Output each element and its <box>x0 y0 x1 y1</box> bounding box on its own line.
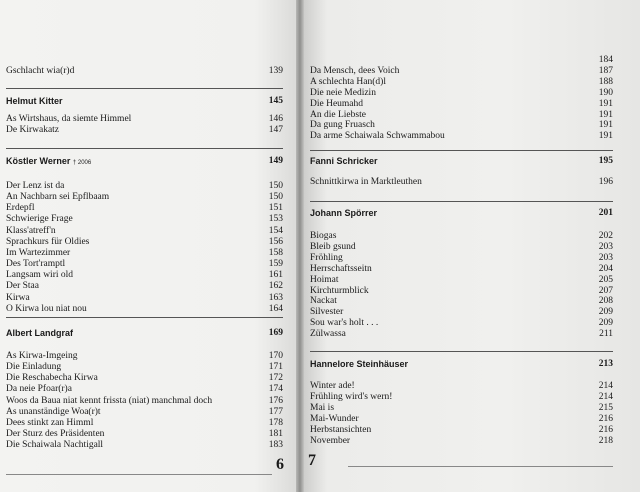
entry-title: Woos da Baua niat kennt frissta (niat) manchmal doch <box>6 395 213 406</box>
entry-title: Herbstansichten <box>310 424 372 435</box>
toc-entry <box>6 384 283 395</box>
entry-page-number: 191 <box>598 120 613 131</box>
author-page-number: 213 <box>598 359 613 369</box>
entry-title: Dees stinkt zan Himml <box>6 417 94 428</box>
entry-title: Fröhling <box>310 252 343 263</box>
entry-title: Da gung Fruasch <box>310 120 375 131</box>
entry-title: Sou war's holt . . . <box>310 318 379 329</box>
author-name: Helmut Kitter <box>6 96 63 106</box>
entry-title: November <box>310 435 351 446</box>
entry-page-number: 203 <box>598 241 613 252</box>
left-page <box>0 0 300 492</box>
entry-page-number: 153 <box>268 214 283 225</box>
toc-entry <box>310 110 613 121</box>
author-heading <box>310 208 613 220</box>
author-page-number: 149 <box>268 156 283 166</box>
toc-entry <box>6 440 283 451</box>
toc-entry <box>6 259 283 270</box>
entry-title: Im Wartezimmer <box>6 247 71 258</box>
toc-entry <box>6 418 283 429</box>
section-rule <box>310 150 613 151</box>
toc-entry <box>6 270 283 281</box>
entry-page-number: 191 <box>598 109 613 120</box>
toc-entry <box>310 131 613 142</box>
entry-page-number: 214 <box>598 381 613 391</box>
footer-rule <box>6 474 272 475</box>
toc-entry <box>6 429 283 440</box>
toc-entry <box>6 237 283 248</box>
entry-page-number: 205 <box>598 274 613 285</box>
entry-page-number: 216 <box>598 424 613 435</box>
right-page <box>300 0 640 492</box>
entry-page-number: 191 <box>598 98 613 109</box>
entry-page-number: 161 <box>268 270 283 281</box>
author-note: † 2006 <box>72 160 92 166</box>
toc-entry <box>310 286 613 297</box>
entry-title: Da arme Schaiwala Schwammabou <box>310 131 445 142</box>
entry-page-number: 151 <box>268 203 283 214</box>
entry-title: Frühling wird's wern! <box>310 391 393 402</box>
entry-title: Biogas <box>310 231 337 241</box>
author-page-number: 195 <box>598 156 613 166</box>
toc-entry <box>6 351 283 362</box>
entry-page-number: 187 <box>598 65 613 76</box>
entry-page-number: 181 <box>268 429 283 440</box>
entry-title: Nackat <box>310 296 337 307</box>
entry-title: Die Schaiwala Nachtigall <box>6 440 104 451</box>
toc-entry <box>6 407 283 418</box>
toc-entry <box>310 296 613 307</box>
entry-title: As Wirtshaus, da siemte Himmel <box>6 114 132 124</box>
toc-entry <box>310 177 613 188</box>
entry-page-number: 170 <box>268 351 283 361</box>
entry-page-number: 163 <box>268 292 283 303</box>
entry-page-number: 209 <box>598 307 613 318</box>
entry-page-number: 178 <box>268 417 283 428</box>
toc-entry <box>6 281 283 292</box>
entry-page-number: 196 <box>598 177 613 187</box>
entry-title: Die neie Medizin <box>310 87 376 98</box>
toc-entry <box>6 362 283 373</box>
toc-entry <box>6 248 283 259</box>
entry-title: O Kirwa lou niat nou <box>6 303 87 314</box>
toc-entry <box>310 55 613 66</box>
book-gutter <box>296 0 304 492</box>
entry-page-number: 172 <box>268 373 283 384</box>
author-heading <box>6 156 283 168</box>
entry-title: Gschlacht wia(r)d <box>6 66 75 76</box>
entry-title: As Kirwa-Imgeing <box>6 351 78 361</box>
author-name: Albert Landgraf <box>6 328 74 338</box>
entry-title: Die Einladung <box>6 362 62 373</box>
entry-page-number: 150 <box>268 192 283 203</box>
entry-title: An die Liebste <box>310 109 366 120</box>
toc-entry <box>310 120 613 131</box>
author-name: Fanni Schricker <box>310 156 378 166</box>
entry-title: Die Reschabecha Kirwa <box>6 373 98 384</box>
entry-title: Der Staa <box>6 281 39 292</box>
entry-title: Kirwa <box>6 292 30 303</box>
toc-entry <box>310 88 613 99</box>
author-name: Hannelore Steinhäuser <box>310 359 409 369</box>
author-heading <box>6 328 283 340</box>
author-heading <box>310 156 613 168</box>
entry-page-number: 154 <box>268 225 283 236</box>
entry-title: Der Lenz ist da <box>6 181 65 191</box>
entry-page-number: 211 <box>599 329 613 340</box>
toc-entry <box>310 275 613 286</box>
page-number-folio: 6 <box>276 456 284 473</box>
entry-page-number: 159 <box>268 259 283 270</box>
entry-page-number: 184 <box>598 55 613 65</box>
toc-entry <box>6 203 283 214</box>
entry-title: Der Sturz des Präsidenten <box>6 429 105 440</box>
author-page-number: 145 <box>268 96 283 106</box>
section-rule <box>6 317 283 318</box>
entry-page-number: 191 <box>598 131 613 142</box>
entry-title: As unanständige Woa(r)t <box>6 406 101 417</box>
entry-title: Silvester <box>310 307 344 318</box>
entry-title: A schlechta Han(d)l <box>310 76 386 87</box>
entry-title: Mai is <box>310 402 335 413</box>
toc-entry <box>6 214 283 225</box>
entry-title: Bleib gsund <box>310 241 356 252</box>
entry-title: Winter ade! <box>310 381 355 391</box>
entry-page-number: 202 <box>598 231 613 241</box>
entry-page-number: 207 <box>598 285 613 296</box>
toc-entry <box>310 253 613 264</box>
toc-entry <box>310 381 613 392</box>
entry-title: Zülwassa <box>310 329 346 340</box>
page-number-folio: 7 <box>308 452 316 469</box>
author-heading <box>310 359 613 371</box>
toc-entry <box>310 231 613 242</box>
entry-page-number: 177 <box>268 406 283 417</box>
entry-title: Die Heumahd <box>310 98 364 109</box>
entry-title: Mai-Wunder <box>310 413 359 424</box>
entry-page-number: 203 <box>598 252 613 263</box>
toc-entry <box>310 99 613 110</box>
section-rule <box>6 148 283 149</box>
entry-page-number: 156 <box>268 236 283 247</box>
entry-page-number: 176 <box>268 395 283 406</box>
entry-page-number: 150 <box>268 181 283 191</box>
entry-title: An Nachbarn sei Epflbaam <box>6 192 110 203</box>
section-rule <box>6 88 283 89</box>
toc-entry <box>310 329 613 340</box>
toc-entry <box>310 392 613 403</box>
entry-page-number: 209 <box>598 318 613 329</box>
entry-title: Schwierige Frage <box>6 214 73 225</box>
entry-page-number: 158 <box>268 247 283 258</box>
toc-entry <box>310 403 613 414</box>
entry-page-number: 215 <box>598 402 613 413</box>
toc-entry <box>6 125 283 136</box>
entry-title: Da Mensch, dees Voich <box>310 65 400 76</box>
toc-entry <box>310 242 613 253</box>
author-page-number: 169 <box>268 328 283 338</box>
entry-title: De Kirwakatz <box>6 125 60 136</box>
entry-title: Kirchturmblick <box>310 285 369 296</box>
section-rule <box>310 201 613 202</box>
toc-entry <box>310 425 613 436</box>
entry-page-number: 139 <box>268 66 283 76</box>
toc-entry <box>310 436 613 447</box>
entry-page-number: 162 <box>268 281 283 292</box>
toc-entry <box>310 77 613 88</box>
entry-page-number: 190 <box>598 87 613 98</box>
toc-entry <box>6 192 283 203</box>
entry-page-number: 218 <box>598 435 613 446</box>
entry-title: Da neie Pfoar(r)a <box>6 384 72 395</box>
entry-title: Langsam wiri old <box>6 270 74 281</box>
toc-entry <box>6 66 283 77</box>
author-name: Köstler Werner <box>6 156 71 166</box>
entry-title: Herrschaftsseitn <box>310 263 372 274</box>
author-page-number: 201 <box>598 208 613 218</box>
footer-rule <box>348 466 613 467</box>
toc-entry <box>6 114 283 125</box>
section-rule <box>310 351 613 352</box>
toc-entry <box>6 293 283 304</box>
entry-page-number: 147 <box>268 125 283 136</box>
entry-page-number: 171 <box>268 362 283 373</box>
entry-page-number: 174 <box>268 384 283 395</box>
author-heading <box>6 96 283 108</box>
entry-title: Hoimat <box>310 274 339 285</box>
entry-page-number: 208 <box>598 296 613 307</box>
toc-entry <box>6 373 283 384</box>
toc-entry <box>310 307 613 318</box>
entry-title: Sprachkurs für Oldies <box>6 236 90 247</box>
toc-entry <box>310 66 613 77</box>
entry-page-number: 164 <box>268 303 283 314</box>
entry-page-number: 216 <box>598 413 613 424</box>
entry-title: Schnittkirwa in Marktleuthen <box>310 177 422 187</box>
toc-entry <box>6 226 283 237</box>
entry-title: Klass'atreff'n <box>6 225 56 236</box>
toc-entry <box>310 264 613 275</box>
toc-entry <box>310 318 613 329</box>
toc-entry <box>310 414 613 425</box>
toc-entry <box>6 181 283 192</box>
entry-page-number: 214 <box>598 391 613 402</box>
entry-page-number: 204 <box>598 263 613 274</box>
entry-page-number: 188 <box>598 76 613 87</box>
toc-entry <box>6 304 283 315</box>
author-name: Johann Spörrer <box>310 208 378 218</box>
entry-title: Erdepfl <box>6 203 35 214</box>
entry-page-number: 183 <box>268 440 283 451</box>
toc-entry <box>6 396 283 407</box>
entry-page-number: 146 <box>268 114 283 124</box>
entry-title: Des Tort'ramptl <box>6 259 66 270</box>
